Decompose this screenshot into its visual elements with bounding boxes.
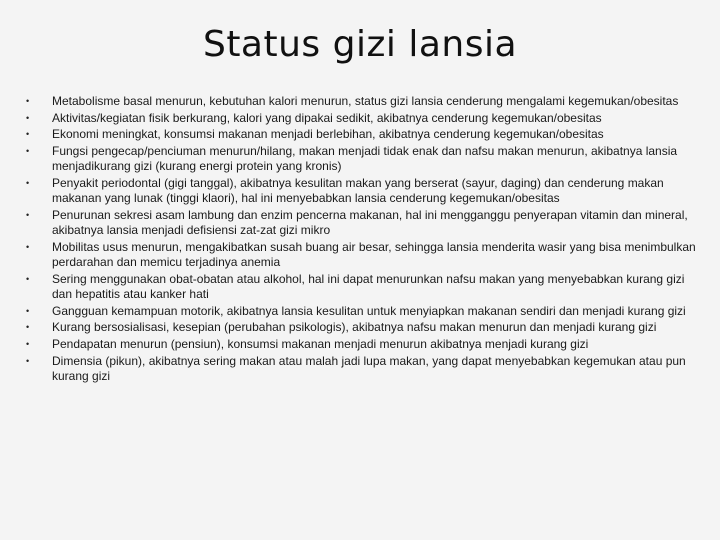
- bullet-text: Sering menggunakan obat-obatan atau alkohol, hal ini dapat menurunkan nafsu makan yang menyebabkan kurang gizi dan hepatitis atau kanker hati: [52, 271, 685, 301]
- bullet-text: Mobilitas usus menurun, mengakibatkan susah buang air besar, sehingga lansia menderita wasir yang bisa menimbulkan perdarahan dan memicu terjadinya anemia: [52, 239, 696, 270]
- bullet-dot-icon: •: [26, 146, 30, 157]
- bullet-dot-icon: •: [26, 209, 30, 220]
- bullet-dot-icon: •: [26, 305, 30, 316]
- list-item: [26, 320, 698, 335]
- bullet-text: Pendapatan menurun (pensiun), konsumsi makanan menjadi menurun akibatnya menjadi kurang gizi: [52, 337, 589, 352]
- list-item: [26, 240, 698, 270]
- list-item: [26, 111, 698, 126]
- bullet-dot-icon: •: [26, 129, 30, 140]
- list-item: [26, 337, 698, 352]
- bullet-dot-icon: •: [26, 112, 30, 123]
- list-item: [26, 127, 698, 142]
- bullet-dot-icon: •: [26, 322, 30, 333]
- bullet-dot-icon: •: [26, 178, 30, 189]
- bullet-dot-icon: •: [26, 355, 30, 366]
- bullet-dot-icon: •: [26, 339, 30, 350]
- bullet-text: Kurang bersosialisasi, kesepian (perubahan psikologis), akibatnya nafsu makan menurun dan menjadi kurang gizi: [52, 320, 657, 335]
- list-item: [26, 144, 698, 174]
- bullet-text: Metabolisme basal menurun, kebutuhan kalori menurun, status gizi lansia cenderung mengalami kegemukan/obesitas: [52, 94, 679, 108]
- bullet-text: Penurunan sekresi asam lambung dan enzim pencerna makanan, hal ini mengganggu penyerapan vitamin dan mineral, akibatnya lansia menjadi defisiensi zat-zat gizi mikro: [52, 207, 688, 238]
- bullet-text: Fungsi pengecap/penciuman menurun/hilang, makan menjadi tidak enak dan nafsu makan menurun, akibatnya lansia menjadikurang gizi (kurang energi protein yang kronis): [52, 144, 678, 174]
- list-item: [26, 208, 698, 238]
- bullet-text: Penyakit periodontal (gigi tanggal), akibatnya kesulitan makan yang berserat (sayur, daging) dan cenderung makan makanan yang lunak (tinggi klaori), hal ini menyebabkan lansia cenderung kegemukan/obesitas: [52, 176, 664, 206]
- bullet-text: Gangguan kemampuan motorik, akibatnya lansia kesulitan untuk menyiapkan makanan sendiri dan menjadi kurang gizi: [52, 303, 686, 318]
- list-item: [26, 94, 698, 109]
- bullet-list: [26, 94, 698, 386]
- list-item: [26, 272, 698, 302]
- bullet-dot-icon: •: [26, 241, 30, 252]
- list-item: [26, 304, 698, 319]
- bullet-text: Ekonomi meningkat, konsumsi makanan menjadi berlebihan, akibatnya cenderung kegemukan/obesitas: [52, 127, 604, 142]
- bullet-text: Dimensia (pikun), akibatnya sering makan atau malah jadi lupa makan, yang dapat menyebabkan kegemukan atau pun kurang gizi: [52, 353, 686, 383]
- bullet-dot-icon: •: [26, 96, 30, 106]
- bullet-dot-icon: •: [26, 273, 30, 284]
- list-item: [26, 176, 698, 206]
- slide-title: Status gizi lansia: [202, 24, 518, 65]
- bullet-text: Aktivitas/kegiatan fisik berkurang, kalori yang dipakai sedikit, akibatnya cenderung kegemukan/obesitas: [52, 110, 602, 125]
- list-item: [26, 354, 698, 384]
